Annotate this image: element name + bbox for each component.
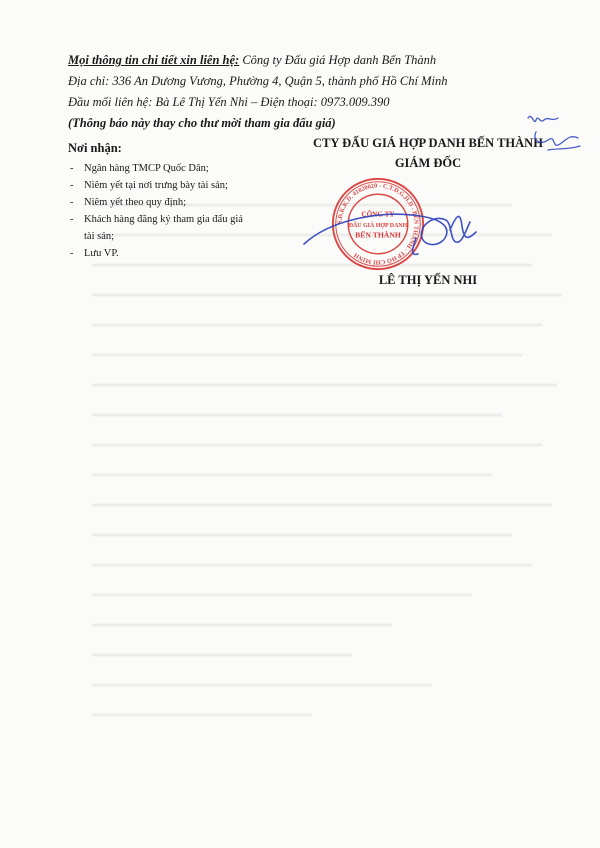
contact-line-company bbox=[68, 50, 568, 71]
contact-person: Đầu mối liên hệ: Bà Lê Thị Yến Nhi – Điện thoại: 0973.009.390 bbox=[68, 95, 390, 109]
signer-position: GIÁM ĐỐC bbox=[394, 156, 462, 170]
signer-name: LÊ THỊ YẾN NHI bbox=[378, 273, 478, 287]
notice-text: (Thông báo này thay cho thư mời tham gia đấu giá) bbox=[68, 116, 336, 130]
contact-info bbox=[68, 50, 568, 113]
recipient-item: - Lưu VP. bbox=[68, 245, 248, 262]
recipients-block bbox=[68, 141, 248, 262]
recipient-item: - Ngân hàng TMCP Quốc Dân; bbox=[68, 160, 248, 177]
handwritten-initial bbox=[518, 110, 588, 160]
contact-address: Địa chỉ: 336 An Dương Vương, Phường 4, Quận 5, thành phố Hồ Chí Minh bbox=[68, 74, 448, 88]
contact-company: Công ty Đấu giá Hợp danh Bến Thành bbox=[242, 53, 437, 67]
seal-center-line3: BẾN THÀNH bbox=[355, 230, 401, 240]
seal-center-line2: ĐẤU GIÁ HỢP DANH bbox=[348, 222, 408, 229]
company-name: CTY ĐẤU GIÁ HỢP DANH BẾN THÀNH bbox=[313, 136, 543, 150]
recipients-list bbox=[68, 160, 248, 262]
seal-ring-text: S.Đ.K.K.D. 41020020 - C.T.Đ.G.H.D - BẾN THÀNH - TP HỒ CHÍ MINH bbox=[336, 182, 420, 266]
recipient-item: - Niêm yết theo quy định; bbox=[68, 194, 248, 211]
recipient-item: - Khách hàng đăng ký tham gia đấu giá tài sản; bbox=[68, 211, 248, 245]
recipient-item: - Niêm yết tại nơi trưng bày tài sản; bbox=[68, 177, 248, 194]
handwritten-signature bbox=[300, 196, 480, 266]
seal-center-line1: CÔNG TY bbox=[361, 210, 395, 219]
contact-label: Mọi thông tin chi tiết xin liên hệ: bbox=[68, 53, 240, 67]
recipients-title: Nơi nhận: bbox=[68, 141, 122, 155]
